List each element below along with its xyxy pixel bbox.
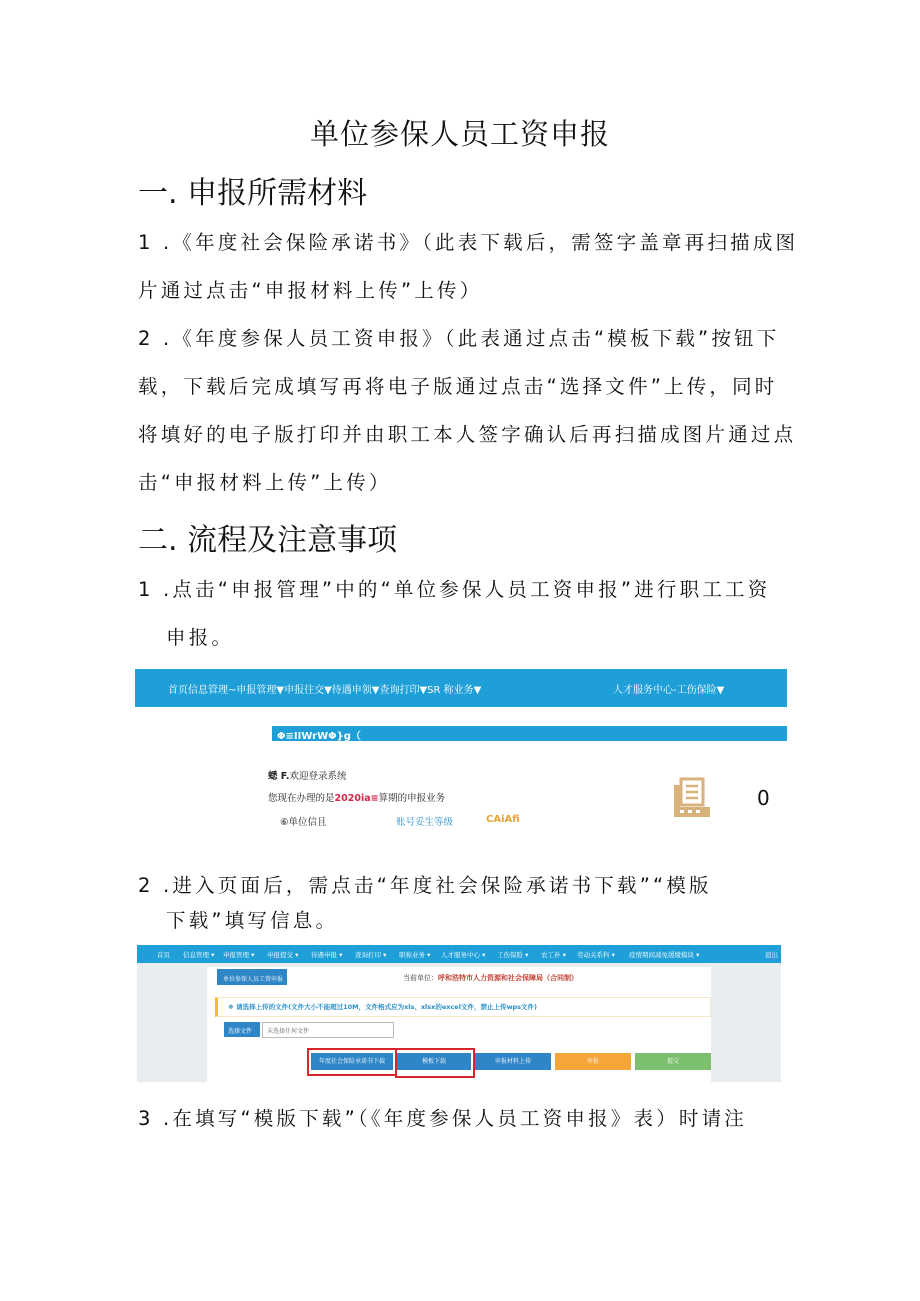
nav-farm-workers[interactable]: 农工补 ▾ xyxy=(541,951,566,959)
unit-name: 呼和浩特市人力资源和社会保障局（合同制） xyxy=(438,974,578,982)
notice-text xyxy=(228,1002,537,1011)
section-bar xyxy=(272,726,787,741)
document-stack-icon xyxy=(671,777,713,821)
file-placeholder: 未选择任何文件 xyxy=(267,1028,310,1035)
step3-line1: 3 .在填写“模版下载”（《年度参保人员工资申报》表）时请注 xyxy=(138,1107,748,1130)
nav-user-menu[interactable]: 人才服务中心-工伤保险▼ xyxy=(613,685,725,696)
nav-labor-relations[interactable]: 劳动关系科 ▾ xyxy=(577,951,615,959)
nav-benefits[interactable]: 待遇申报 ▾ xyxy=(311,951,343,959)
unit-prefix: 当前单位： xyxy=(403,974,438,982)
step2-line2: 下载”填写信息。 xyxy=(166,909,339,932)
nav-query-print[interactable]: 查询打印 ▾ xyxy=(355,951,387,959)
current-period xyxy=(268,790,445,804)
section1-item2-line1: 2 .《年度参保人员工资申报》（此表通过点击“模板下载”按钮下 xyxy=(138,327,780,350)
choose-file-label: 选择文件 xyxy=(228,1028,253,1035)
nav-epidemic-module[interactable]: 疫情期间减免缓缴模块 ▾ xyxy=(629,951,700,959)
section1-item1-line2: 片通过点击“申报材料上传”上传） xyxy=(138,279,483,302)
welcome-message: 欢迎登录系统 xyxy=(289,771,347,782)
declare-button[interactable]: 申报 xyxy=(555,1053,631,1070)
account-level-link[interactable]: 账号妥生等级 xyxy=(396,817,454,828)
nav-declare-manage[interactable]: 申报管理 ▾ xyxy=(223,951,255,959)
nav-declare-submit[interactable]: 申报提交 ▾ xyxy=(267,951,299,959)
step2-line1: 2 .进入页面后，需点击“年度社会保险承诺书下载”“模版 xyxy=(138,874,712,897)
nav-title-business[interactable]: 职称业务 ▾ xyxy=(399,951,431,959)
section1-item1-line1: 1 .《年度社会保险承诺书》（此表下载后，需签字盖章再扫描成图 xyxy=(138,231,799,254)
top-navigation xyxy=(135,669,787,707)
nav-talent-center[interactable]: 人才服务中心 ▾ xyxy=(441,951,486,959)
choose-file-button[interactable] xyxy=(224,1022,260,1037)
unit-info-link[interactable]: ⑥单位信且 xyxy=(280,817,327,828)
screenshot-declaration-page xyxy=(137,945,781,1082)
screenshot-home-page xyxy=(135,669,787,839)
nav-info[interactable]: 信息管理 ▾ xyxy=(183,951,215,959)
top-navigation xyxy=(137,945,781,963)
section1-heading: 一. 申报所需材料 xyxy=(138,176,368,211)
highlight-box-commitment xyxy=(307,1048,397,1076)
nav-home[interactable]: 首页 xyxy=(157,951,170,959)
submit-button[interactable]: 提交 xyxy=(635,1053,711,1070)
tab-label: 单位参保人员工资申报 xyxy=(223,976,284,983)
notice-message: 请选择上传的文件(文件大小不能超过10M，文件格式应为xls、xlsx的excel文件，禁止上传wps文件) xyxy=(236,1003,537,1011)
current-unit xyxy=(403,973,578,983)
period-year: 2020ia≡ xyxy=(334,793,379,804)
period-prefix: 您现在办理的是 xyxy=(268,793,335,804)
step1-line1: 1 .点击“申报管理”中的“单位参保人员工资申报”进行职工工资 xyxy=(138,578,771,601)
section2-heading: 二. 流程及注意事项 xyxy=(138,523,398,558)
declaration-panel xyxy=(207,967,711,1082)
upload-materials-button[interactable]: 申报材料上传 xyxy=(475,1053,551,1070)
step1-line2: 申报。 xyxy=(166,626,235,649)
orange-link[interactable]: CAiAfi xyxy=(486,814,520,825)
document-title: 单位参保人员工资申报 xyxy=(309,117,610,151)
welcome-text xyxy=(268,768,347,782)
section1-item2-line3: 将填好的电子版打印并由职工本人签字确认后再扫描成图片通过点 xyxy=(138,423,797,446)
tab-salary-declaration[interactable] xyxy=(217,969,287,985)
section1-item2-line2: 载，下载后完成填写再将电子版通过点击“选择文件”上传，同时 xyxy=(138,375,778,398)
file-name-field[interactable] xyxy=(262,1022,394,1038)
section1-item2-line4: 击“申报材料上传”上传） xyxy=(138,471,392,494)
template-download-button[interactable]: 模板下载 xyxy=(397,1053,471,1070)
nav-menu[interactable]: 首页信息管理~申报管理▼申报往交▼待遇申领▼查询打印▼SR 称业务▼ xyxy=(168,685,482,696)
commitment-download-button[interactable]: 年度社会保险承诺书下载 xyxy=(311,1053,393,1070)
upload-notice xyxy=(215,997,711,1017)
welcome-user: 蟋 F. xyxy=(268,771,290,782)
counter-value: 0 xyxy=(757,786,770,810)
notice-icon: ❖ xyxy=(228,1003,234,1011)
period-suffix: 算期的申报业务 xyxy=(378,793,446,804)
nav-logout[interactable]: 退出 xyxy=(765,951,778,959)
highlight-box-template xyxy=(395,1048,475,1078)
nav-injury-insurance[interactable]: 工伤保险 ▾ xyxy=(497,951,529,959)
section-bar-text: Φ≡IIWrWΦ}g（ xyxy=(277,731,361,742)
